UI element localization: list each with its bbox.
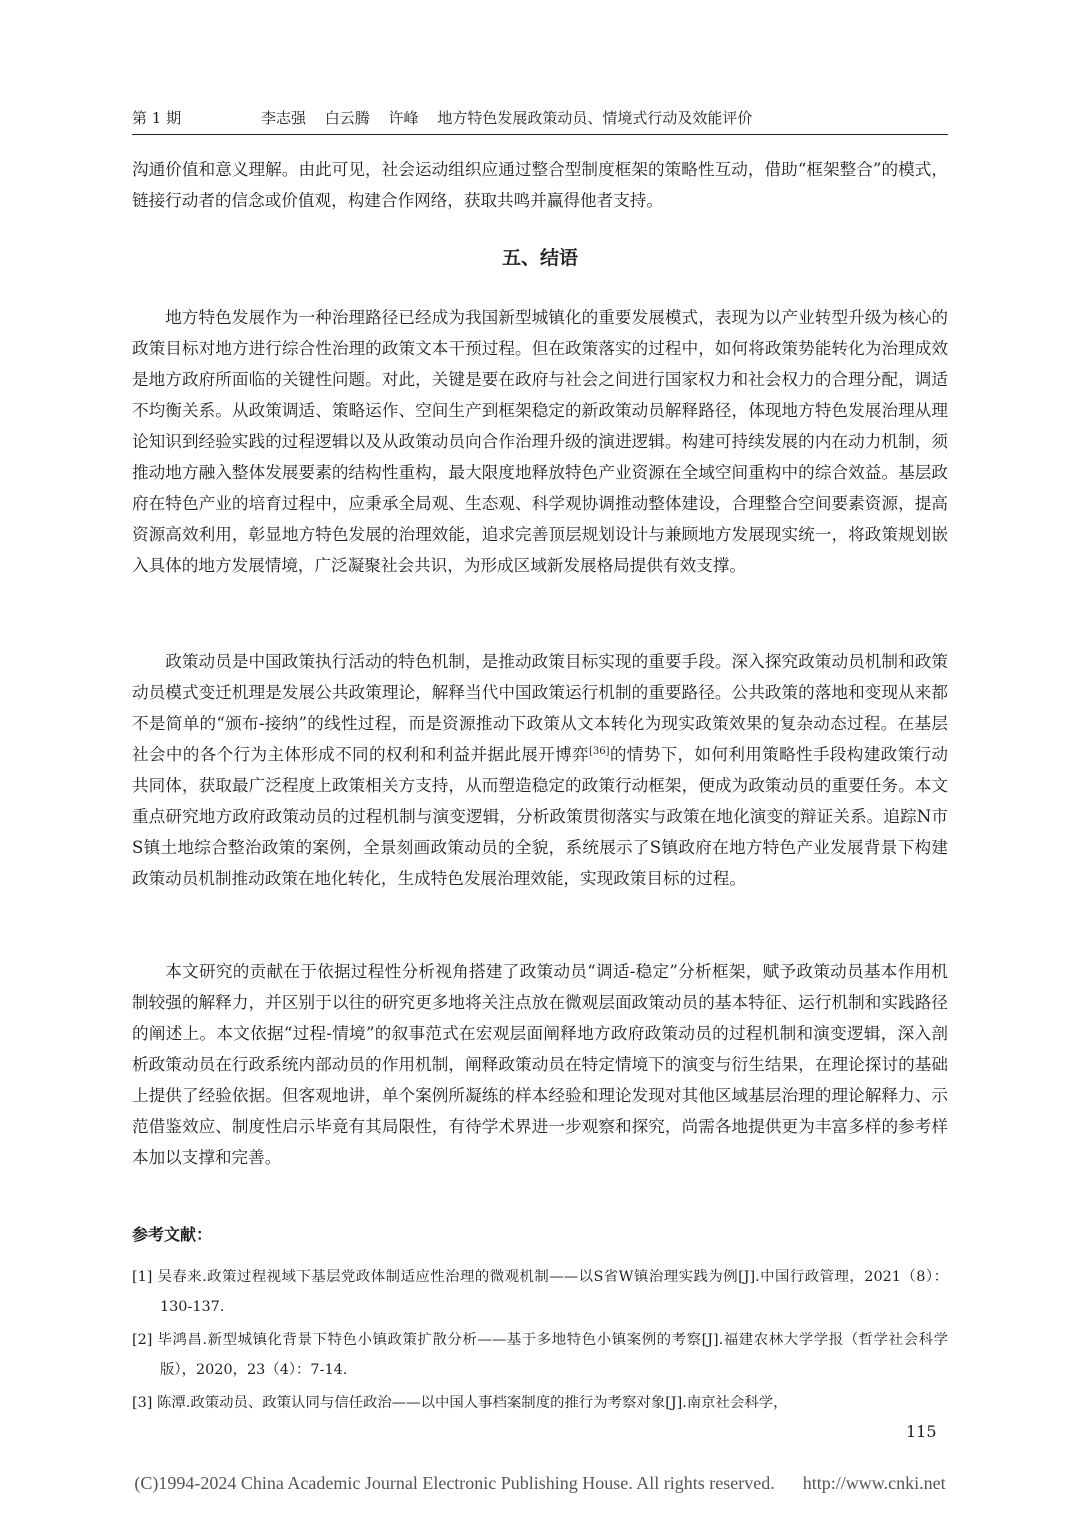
header-authors bbox=[261, 106, 752, 130]
intro-paragraph: 沟通价值和意义理解。由此可见，社会运动组织应通过整合型制度框架的策略性互动，借助“框架整合”的模式，链接行动者的信念或价值观，构建合作网络，获取共鸣并赢得他者支持。 bbox=[132, 160, 948, 210]
body-paragraph-2 bbox=[132, 646, 948, 894]
header-rule bbox=[132, 134, 948, 135]
copyright-text: (C)1994-2024 China Academic Journal Electronic Publishing House. All rights reserved. bbox=[134, 1473, 775, 1493]
reference-item: [3] 陈潭.政策动员、政策认同与信任政治——以中国人事档案制度的推行为考察对象[J].南京社会科学， bbox=[132, 1395, 788, 1411]
body-paragraph-1: 地方特色发展作为一种治理路径已经成为我国新型城镇化的重要发展模式，表现为以产业转型升级为核心的政策目标对地方进行综合性治理的政策文本干预过程。但在政策落实的过程中，如何将政策势能转化为治理成效是地方政府所面临的关键性问题。对此，关键是要在政府与社会之间进行国家权力和社会权力的合理分配，调适不均衡关系。从政策调适、策略运作、空间生产到框架稳定的新政策动员解释路径，体现地方特色发展治理从理论知识到经验实践的过程逻辑以及从政策动员向合作治理升级的演进逻辑。构建可持续发展的内在动力机制，须推动地方融入整体发展要素的结构性重构，最大限度地释放特色产业资源在全域空间重构中的综合效益。基层政府在特色产业的培育过程中，应秉承全局观、生态观、科学观协调推动整体建设，合理整合空间要素资源，提高资源高效利用，彰显地方特色发展的治理效能，追求完善顶层规划设计与兼顾地方发展现实统一，将政策规划嵌入具体的地方发展情境，广泛凝聚社会共识，为形成区域新发展格局提供有效支撑。 bbox=[132, 308, 948, 575]
running-header bbox=[132, 106, 952, 130]
paragraph-2-part-2: 的情势下，如何利用策略性手段构建政策行动共同体，获取最广泛程度上政策相关方支持，从而塑造稳定的政策行动框架，便成为政策动员的重要任务。本文重点研究地方政府政策动员的过程机制与演变逻辑，分析政策贯彻落实与政策在地化演变的辩证关系。追踪N市S镇土地综合整治政策的案例，全景刻画政策动员的全貌，系统展示了S镇政府在地方特色产业发展背景下构建政策动员机制推动政策在地化转化，生成特色发展治理效能，实现政策目标的过程。 bbox=[132, 745, 949, 888]
reference-item: [1] 吴春来.政策过程视域下基层党政体制适应性治理的微观机制——以S省W镇治理实践为例[J].中国行政管理，2021（8）：130-137. bbox=[132, 1269, 948, 1315]
references-list bbox=[132, 1262, 948, 1421]
citation-marker: [36] bbox=[588, 746, 610, 757]
page-number: 115 bbox=[906, 1422, 937, 1441]
references-title: 参考文献： bbox=[132, 1225, 213, 1244]
reference-item: [2] 毕鸿昌.新型城镇化背景下特色小镇政策扩散分析——基于多地特色小镇案例的考察[J].福建农林大学学报（哲学社会科学版），2020，23（4）：7-14. bbox=[132, 1332, 948, 1378]
body-paragraph-3: 本文研究的贡献在于依据过程性分析视角搭建了政策动员“调适-稳定”分析框架，赋予政策动员基本作用机制较强的解释力，并区别于以往的研究更多地将关注点放在微观层面政策动员的基本特征、运行机制和实践路径的阐述上。本文依据“过程-情境”的叙事范式在宏观层面阐释地方政府政策动员的过程机制和演变逻辑，深入剖析政策动员在行政系统内部动员的作用机制，阐释政策动员在特定情境下的演变与衍生结果，在理论探讨的基础上提供了经验依据。但客观地讲，单个案例所凝练的样本经验和理论发现对其他区域基层治理的理论解释力、示范借鉴效应、制度性启示毕竟有其局限性，有待学术界进一步观察和探究，尚需各地提供更为丰富多样的参考样本加以支撑和完善。 bbox=[132, 962, 948, 1167]
header-article-title: 地方特色发展政策动员、情境式行动及效能评价 bbox=[437, 109, 753, 127]
authors-text: 李志强 白云腾 许峰 bbox=[261, 109, 419, 127]
paragraph-2-part-1: 政策动员是中国政策执行活动的特色机制，是推动政策目标实现的重要手段。深入探究政策动员机制和政策动员模式变迁机理是发展公共政策理论，解释当代中国政策运行机制的重要路径。公共政策的落地和变现从来都不是简单的“颁布-接纳”的线性过程，而是资源推动下政策从文本转化为现实政策效果的复杂动态过程。在基层社会中的各个行为主体形成不同的权利和利益并据此展开博弈 bbox=[132, 652, 948, 764]
footer bbox=[0, 1473, 1080, 1494]
section-title: 五、结语 bbox=[501, 247, 578, 269]
cnki-link[interactable]: http://www.cnki.net bbox=[802, 1473, 946, 1493]
issue-number: 第 1 期 bbox=[132, 109, 182, 127]
